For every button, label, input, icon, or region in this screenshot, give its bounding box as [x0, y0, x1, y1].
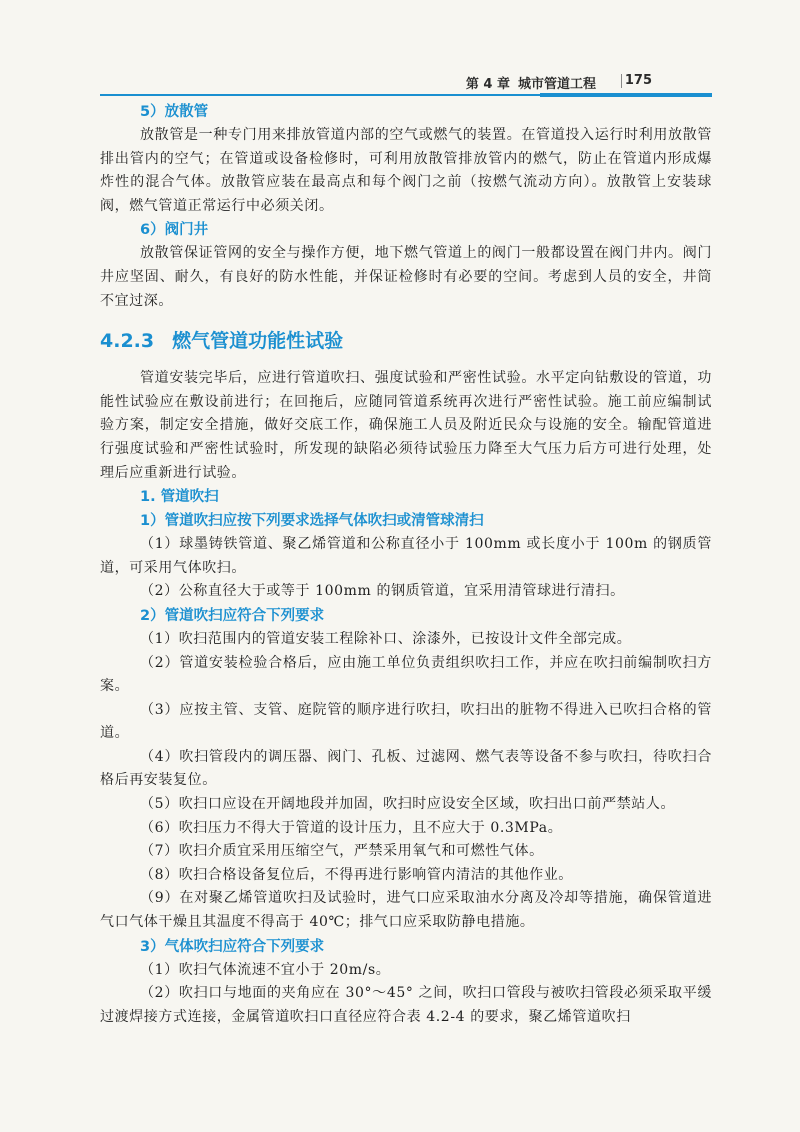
- list-item: （2）吹扫口与地面的夹角应在 30°～45° 之间，吹扫口管段与被吹扫管段必须采取平缓过渡焊接方式连接，金属管道吹扫口直径应符合表 4.2-4 的要求，聚乙烯管道吹扫: [100, 985, 712, 1025]
- list-item: （1）吹扫范围内的管道安装工程除补口、涂漆外，已按设计文件全部完成。: [140, 630, 632, 647]
- list-item: （8）吹扫合格设备复位后，不得再进行影响管内清洁的其他作业。: [140, 866, 573, 883]
- list-item: （9）在对聚乙烯管道吹扫及试验时，进气口应采取油水分离及冷却等措施，确保管道进气口气体干燥且其温度不得高于 40℃；排气口应采取防静电措施。: [100, 890, 712, 931]
- list-item: （5）吹扫口应设在开阔地段并加固，吹扫时应设安全区域，吹扫出口前严禁站人。: [140, 796, 676, 813]
- chapter-title: 城市管道工程: [517, 77, 596, 92]
- heading-purging-method: 1）管道吹扫应按下列要求选择气体吹扫或清管球清扫: [140, 513, 484, 530]
- list-item: （2）公称直径大于或等于 100mm 的钢质管道，宜采用清管球进行清扫。: [140, 583, 625, 600]
- header-separator: [621, 74, 622, 88]
- chapter-number: 第 4 章: [465, 77, 510, 92]
- heading-vent-pipe: 5）放散管: [140, 104, 209, 120]
- list-item: （1）球墨铸铁管道、聚乙烯管道和公称直径小于 100mm 或长度小于 100m 的钢质管道，可采用气体吹扫。: [100, 536, 712, 576]
- section-number: 4.2.3: [100, 330, 155, 353]
- list-item: （6）吹扫压力不得大于管道的设计压力，且不应大于 0.3MPa。: [140, 819, 563, 836]
- section-heading-4-2-3: [100, 327, 712, 355]
- list-item: （7）吹扫介质宜采用压缩空气，严禁采用氧气和可燃性气体。: [140, 843, 544, 860]
- paragraph-functional-test: 管道安装完毕后，应进行管道吹扫、强度试验和严密性试验。水平定向钻敷设的管道，功能性试验应在敷设前进行；在回拖后，应随同管道系统再次进行严密性试验。施工前应编制试验方案，制定安全措施，做好交底工作，确保施工人员及附近民众与设施的安全。输配管道进行强度试验和严密性试验时，所发现的缺陷必须待试验压力降至大气压力后方可进行处理，处理后应重新进行试验。: [100, 370, 712, 481]
- list-item: （1）吹扫气体流速不宜小于 20m/s。: [140, 961, 391, 978]
- paragraph-valve-well: 放散管保证管网的安全与操作方便，地下燃气管道上的阀门一般都设置在阀门井内。阀门井应坚固、耐久，有良好的防水性能，并保证检修时有必要的空间。考虑到人员的安全，井筒不宜过深。: [100, 245, 712, 309]
- list-item: （4）吹扫管段内的调压器、阀门、孔板、过滤网、燃气表等设备不参与吹扫，待吹扫合格后再安装复位。: [100, 748, 712, 789]
- heading-gas-purging: 3）气体吹扫应符合下列要求: [140, 938, 325, 955]
- section-title: 燃气管道功能性试验: [172, 330, 344, 353]
- heading-pipe-purging: 1. 管道吹扫: [140, 489, 219, 506]
- heading-valve-well: 6）阀门井: [140, 222, 209, 239]
- header-rule: [100, 94, 712, 96]
- page-number: 175: [624, 73, 652, 88]
- list-item: （2）管道安装检验合格后，应由施工单位负责组织吹扫工作，并应在吹扫前编制吹扫方案。: [100, 654, 712, 695]
- paragraph-vent-pipe: 放散管是一种专门用来排放管道内部的空气或燃气的装置。在管道投入运行时利用放散管排出管内的空气；在管道或设备检修时，可利用放散管排放管内的燃气，防止在管道内形成爆炸性的混合气体。放散管应装在最高点和每个阀门之前（按燃气流动方向）。放散管上安装球阀，燃气管道正常运行中必须关闭。: [100, 127, 712, 214]
- page-body: [100, 100, 712, 1029]
- list-item: （3）应按主管、支管、庭院管的顺序进行吹扫，吹扫出的脏物不得进入已吹扫合格的管道。: [100, 701, 712, 742]
- running-header: [100, 68, 712, 94]
- chapter-label: [466, 73, 596, 92]
- heading-purging-requirements: 2）管道吹扫应符合下列要求: [140, 607, 325, 624]
